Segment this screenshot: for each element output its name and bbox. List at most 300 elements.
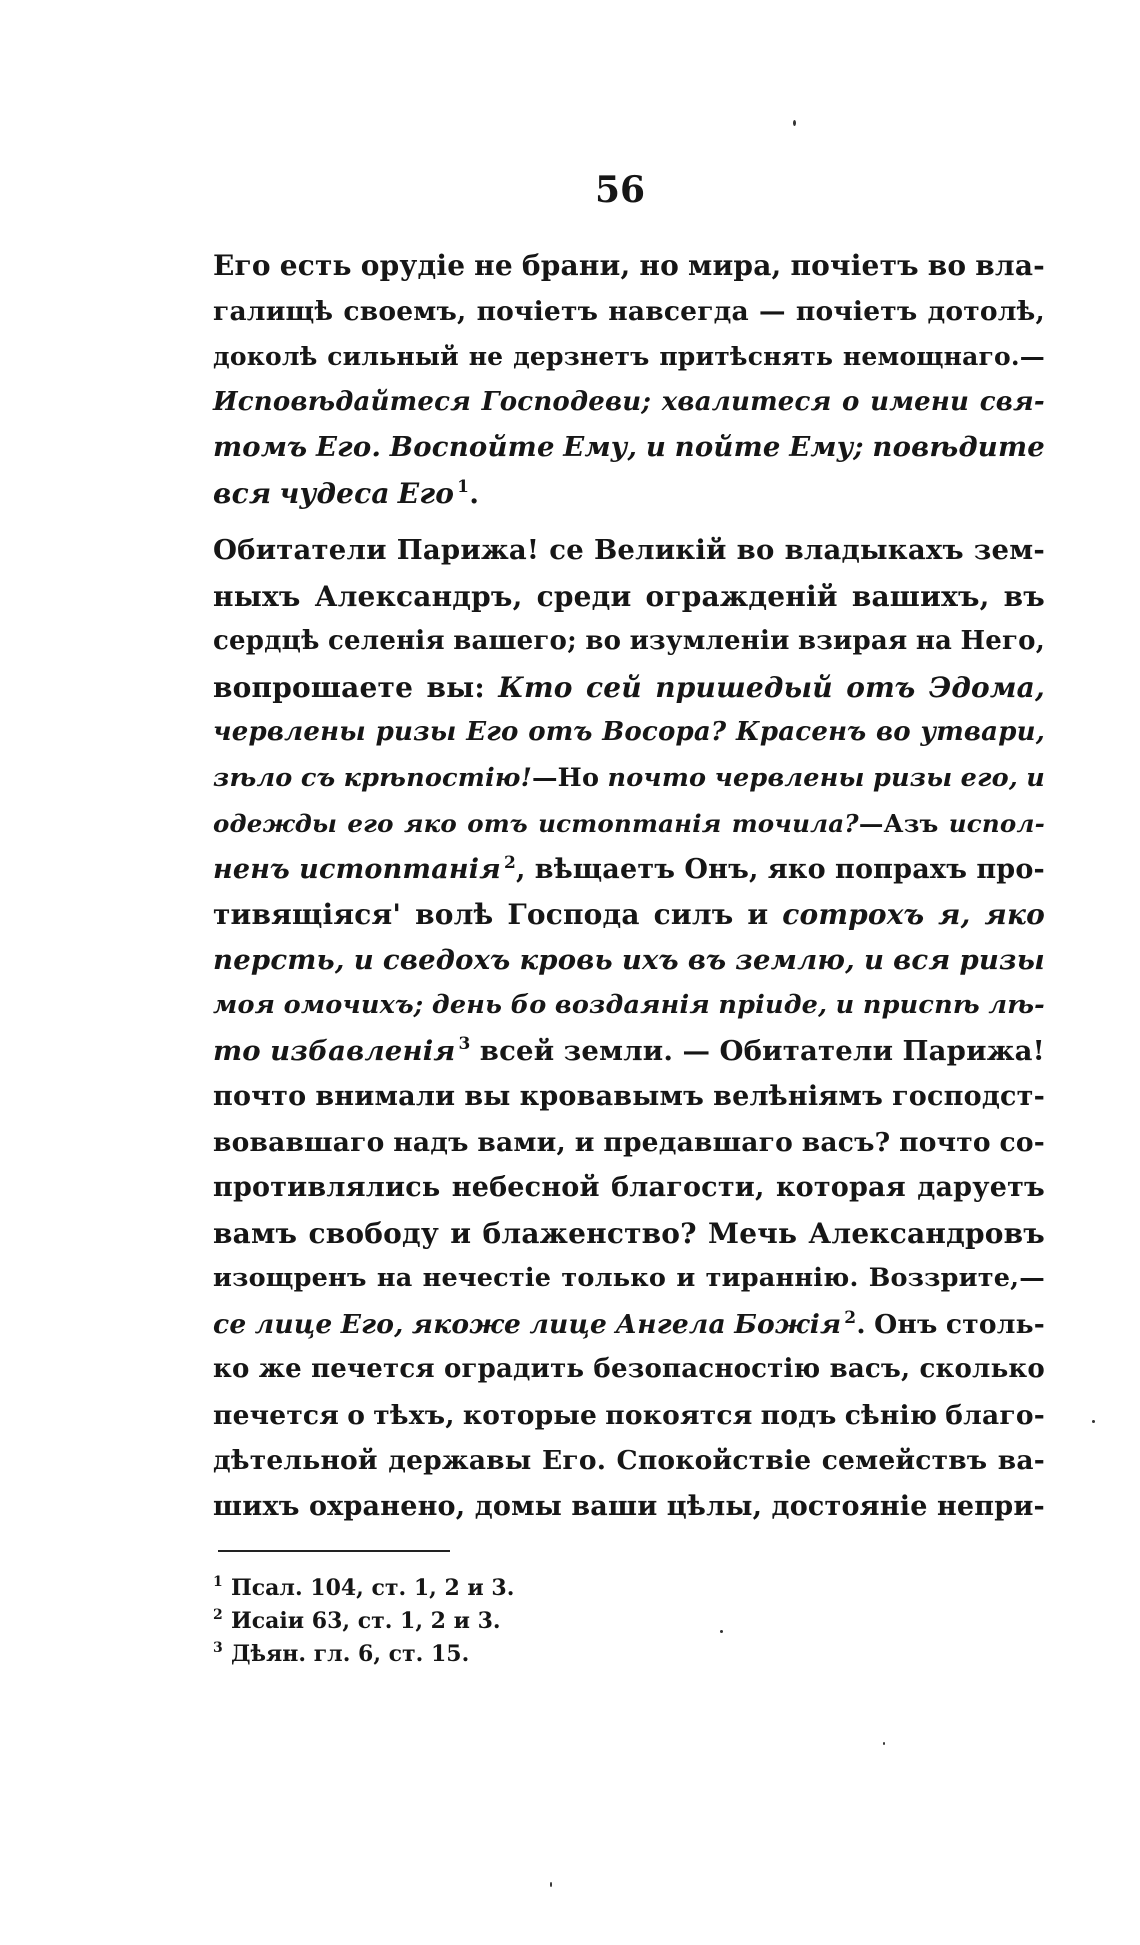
word	[347, 1393, 365, 1439]
word-text: достояніе	[771, 1490, 928, 1522]
word-text: противлялись	[213, 1172, 441, 1203]
word-text: дѣтельной	[213, 1445, 378, 1476]
word-text: ,	[515, 853, 526, 885]
word-text: вы	[464, 1081, 511, 1112]
word	[426, 665, 484, 711]
word-text: —	[682, 1034, 711, 1067]
word	[213, 983, 275, 1029]
word-text: ваши	[571, 1490, 658, 1522]
word	[735, 938, 855, 984]
word	[537, 574, 632, 620]
footnote-ref: 2	[844, 1307, 857, 1328]
text-line	[213, 574, 1045, 620]
word-text: блаженство?	[482, 1216, 697, 1250]
word-text: о	[842, 386, 860, 417]
word-text: тираннію.	[705, 1263, 859, 1293]
word-text: почто	[607, 762, 707, 793]
word	[213, 938, 345, 984]
word-text: тивящіяся	[213, 898, 393, 931]
word	[213, 1256, 367, 1302]
text-line	[213, 1074, 1045, 1120]
word-text: —	[759, 295, 786, 327]
word-text: сведохъ	[382, 943, 511, 976]
word-text: ныхъ	[213, 579, 301, 613]
word	[555, 983, 710, 1029]
word-text: лѣ-	[988, 990, 1045, 1020]
footnote	[213, 1605, 773, 1638]
word	[259, 1347, 302, 1393]
word	[603, 1120, 793, 1166]
text-line	[213, 756, 1045, 802]
footnote-mark: 1	[213, 1574, 223, 1590]
word-text: вся	[213, 476, 272, 510]
word	[796, 289, 918, 335]
word	[863, 983, 980, 1029]
word	[393, 1120, 468, 1166]
word-text: Его	[213, 249, 271, 282]
word-text: которая	[775, 1172, 906, 1203]
word-text: въ	[687, 943, 727, 976]
word-text: не	[474, 249, 513, 282]
word	[876, 710, 911, 756]
text-line	[213, 665, 1045, 711]
word	[538, 801, 721, 847]
word-text: почто	[899, 1126, 991, 1158]
word	[802, 1120, 891, 1166]
word-text: семействъ	[821, 1445, 988, 1476]
word	[213, 1347, 250, 1393]
word-text: Парижа!	[902, 1034, 1045, 1067]
word	[213, 1302, 246, 1348]
word-text: Великій	[593, 534, 727, 566]
word-text: Его	[397, 476, 455, 510]
word	[213, 528, 387, 574]
word-text: дотолѣ,	[927, 295, 1045, 327]
word	[316, 425, 381, 471]
word	[549, 528, 584, 574]
word-text: лице	[529, 1308, 608, 1340]
text-line	[213, 1029, 1045, 1075]
word	[213, 1484, 300, 1530]
word-text: свя-	[979, 386, 1045, 417]
word	[830, 1347, 911, 1393]
word	[639, 243, 679, 289]
text-line	[213, 1256, 1045, 1302]
word-text: во	[585, 626, 622, 656]
word	[949, 801, 1045, 847]
word-text: почіетъ	[795, 295, 918, 327]
word-text: только	[561, 1263, 667, 1293]
text-line	[213, 380, 1045, 426]
word-text: васъ?	[801, 1126, 891, 1158]
scan-speck	[883, 1742, 885, 1745]
word-text: томъ	[213, 431, 308, 463]
word-text: воздаянія	[554, 990, 710, 1020]
word-text: непри-	[936, 1490, 1045, 1522]
word	[961, 756, 1018, 802]
word	[988, 983, 1045, 1029]
word	[586, 665, 642, 711]
word-text: васъ,	[829, 1354, 911, 1384]
word	[564, 1029, 674, 1075]
word	[213, 574, 301, 620]
word	[976, 847, 1045, 893]
word-text: Его,	[340, 1308, 404, 1340]
word-text: мира,	[687, 249, 782, 282]
word-text: и	[835, 990, 855, 1020]
word-text: ва-	[997, 1445, 1045, 1476]
word	[974, 528, 1045, 574]
word-text: вопрошаете	[213, 670, 414, 704]
word	[676, 1256, 695, 1302]
word-text: отъ	[846, 670, 916, 704]
word	[843, 334, 1045, 380]
text-line	[213, 471, 1045, 517]
word	[213, 847, 290, 893]
word	[376, 710, 457, 756]
word-text: сколько	[919, 1354, 1045, 1384]
word-text: утвари,	[920, 717, 1045, 747]
word-text: отъ	[528, 717, 593, 747]
footnote-mark: 2	[213, 1607, 223, 1623]
word-text: вовавшаго	[213, 1126, 385, 1158]
word-text: вами,	[477, 1126, 566, 1158]
word	[361, 243, 466, 289]
word-text: и	[353, 943, 374, 976]
word-text: Красенъ	[736, 717, 867, 747]
word-text: покоятся	[605, 1399, 753, 1431]
word	[423, 1256, 552, 1302]
word	[213, 425, 307, 471]
word	[463, 1393, 597, 1439]
word-text: огражденій	[645, 579, 838, 613]
text-line	[213, 289, 1045, 335]
word	[469, 334, 504, 380]
word	[945, 1393, 1045, 1439]
text-line	[213, 938, 1045, 984]
word-text: повѣдите	[872, 431, 1045, 463]
scan-speck	[793, 120, 796, 126]
footnote	[213, 1638, 773, 1671]
word-text: есть	[279, 249, 352, 282]
word	[607, 756, 706, 802]
word-text: съ	[300, 762, 336, 793]
word-text: пріиде,	[718, 990, 828, 1020]
word	[213, 665, 413, 711]
footnotes	[213, 1572, 773, 1671]
footnote-rule	[218, 1550, 450, 1552]
word	[928, 289, 1045, 335]
text-line	[213, 801, 1045, 847]
word	[477, 1120, 565, 1166]
word	[513, 334, 649, 380]
word-text: почіетъ	[790, 249, 919, 282]
footnote-text: Исаіи 63, ст. 1, 2 и 3.	[231, 1608, 501, 1634]
footnote-ref: 1	[457, 477, 470, 498]
word	[347, 801, 393, 847]
word	[842, 380, 860, 426]
word	[412, 1302, 521, 1348]
word-text: изумленіи	[629, 626, 790, 656]
word-text: печется	[213, 1399, 340, 1431]
word-text: цѣлы,	[666, 1490, 763, 1522]
word	[961, 619, 1045, 665]
word	[737, 528, 775, 574]
word-text: землю,	[735, 943, 855, 976]
word-text: ризы	[959, 943, 1045, 976]
word	[213, 1029, 261, 1075]
word	[776, 1165, 906, 1211]
word	[213, 1074, 306, 1120]
word	[213, 380, 471, 426]
word-text: кровавымъ	[519, 1081, 705, 1112]
word-text: на	[915, 626, 953, 656]
text-line	[213, 1211, 1045, 1257]
word-text: Него,	[960, 626, 1045, 656]
word-text: приспѣ	[862, 990, 980, 1020]
scan-speck	[720, 1630, 723, 1633]
word-text: волѣ	[415, 898, 494, 931]
text-line	[213, 892, 1045, 938]
word	[398, 471, 479, 517]
word-text: Онъ	[874, 1308, 938, 1340]
word-text: точила?	[731, 809, 859, 838]
word	[255, 1302, 333, 1348]
word	[519, 938, 612, 984]
word	[213, 756, 293, 802]
word	[571, 1484, 657, 1530]
word-text: Божія	[734, 1308, 842, 1340]
word	[213, 1165, 440, 1211]
word-text: моя	[213, 990, 276, 1020]
text-line	[213, 528, 1045, 574]
word-text: то	[213, 1034, 261, 1067]
word	[453, 619, 577, 665]
word-text: земли.	[563, 1034, 674, 1067]
word	[270, 1029, 470, 1075]
scan-speck	[550, 1882, 552, 1887]
word	[688, 938, 726, 984]
word-text: и	[450, 1216, 472, 1250]
word	[706, 1256, 859, 1302]
word-text: галищѣ	[213, 295, 334, 327]
page-number: 56	[594, 169, 646, 211]
text-line	[213, 243, 1045, 289]
word	[404, 801, 457, 847]
word	[507, 892, 639, 938]
word-text: Исповѣдайтеся	[213, 386, 472, 417]
word-text: яко	[403, 809, 457, 838]
word-text: изощренъ	[213, 1263, 367, 1293]
word	[327, 334, 459, 380]
text-line	[213, 1120, 1045, 1166]
word-text: во	[736, 534, 775, 566]
word	[213, 710, 366, 756]
word-text: своемъ,	[343, 295, 467, 327]
word-text: брани,	[521, 249, 631, 282]
word	[475, 1484, 562, 1530]
word-text: '	[392, 898, 402, 931]
word	[684, 847, 758, 893]
word	[480, 1029, 555, 1075]
text-line	[213, 1393, 1045, 1439]
word	[615, 1302, 725, 1348]
word	[464, 1074, 510, 1120]
word	[309, 1484, 465, 1530]
footnote-ref: 2	[503, 852, 516, 873]
scan-speck	[1092, 1420, 1095, 1423]
word	[654, 892, 734, 938]
text-line	[213, 1302, 1045, 1348]
word	[498, 665, 572, 711]
word	[213, 1211, 297, 1257]
word-text: Господа	[507, 898, 640, 931]
word-text: ризы	[872, 762, 953, 793]
word-text: яко	[767, 853, 826, 885]
word	[213, 1438, 378, 1484]
word-text: Онъ,	[684, 853, 759, 885]
word-text: .	[856, 1308, 866, 1340]
word-text: оградить	[443, 1354, 585, 1384]
word-text: червлены	[714, 762, 865, 793]
word-text: крѣпостію!	[343, 762, 532, 793]
text-line	[213, 1438, 1045, 1484]
word	[892, 1074, 1045, 1120]
word-text: имени	[870, 386, 970, 417]
word-text: шихъ	[213, 1490, 300, 1522]
word-text: попрахъ	[835, 853, 968, 885]
word-text: силъ	[653, 898, 734, 931]
word-text: безопасностію	[593, 1354, 821, 1384]
word-text: сѣнію	[844, 1399, 938, 1431]
word	[845, 1393, 937, 1439]
word	[785, 528, 964, 574]
word-text: истоптанія	[538, 809, 722, 838]
word-text: Мечь	[708, 1216, 798, 1250]
text-line	[213, 710, 1045, 756]
word	[1026, 756, 1045, 802]
word	[1004, 574, 1045, 620]
word	[659, 334, 833, 380]
word-text: и	[863, 943, 885, 976]
word	[308, 1211, 439, 1257]
word-text: господст-	[892, 1081, 1045, 1112]
word	[542, 1438, 606, 1484]
word-text: про-	[976, 853, 1045, 885]
word	[790, 243, 918, 289]
word	[929, 665, 1045, 711]
word	[213, 243, 271, 289]
word-text: подъ	[760, 1399, 837, 1431]
word-text: се	[549, 534, 584, 566]
word	[535, 847, 675, 893]
word	[869, 1256, 1045, 1302]
word	[916, 619, 952, 665]
word	[622, 938, 679, 984]
word-text: и	[645, 431, 667, 463]
word-text: вѣщаетъ	[534, 853, 676, 885]
word	[575, 1120, 595, 1166]
word-text: избавленія	[270, 1034, 456, 1067]
word	[761, 1393, 837, 1439]
word-text: во	[875, 717, 911, 747]
word	[732, 801, 939, 847]
word-text: во	[927, 249, 967, 282]
word-text: предавшаго	[603, 1126, 793, 1158]
word-text: пойте	[674, 431, 781, 463]
word-text: вся	[893, 943, 951, 976]
word-text: зем-	[973, 534, 1045, 566]
text-line	[213, 619, 1045, 665]
word	[213, 892, 401, 938]
word-text: я,	[938, 898, 971, 931]
word-text: лице	[254, 1308, 333, 1340]
word	[344, 756, 600, 802]
word-text: не	[468, 342, 504, 371]
word	[736, 710, 866, 756]
word	[377, 1256, 413, 1302]
word-text: сотрохъ	[782, 898, 925, 931]
word-text: вамъ	[213, 1216, 298, 1250]
word-text: доколѣ	[213, 342, 318, 371]
word	[920, 710, 1045, 756]
word-text: всей	[479, 1034, 555, 1067]
word-text: державы	[388, 1445, 532, 1476]
word-text: Его.	[316, 431, 382, 463]
word-text: Парижа!	[396, 534, 540, 566]
word	[299, 847, 525, 893]
word	[213, 334, 317, 380]
word-text: взирая	[798, 626, 908, 656]
text-line	[213, 334, 1045, 380]
word	[938, 892, 970, 938]
word	[279, 471, 389, 517]
word-text: —Но	[531, 762, 600, 793]
word-text: сердцѣ	[213, 626, 320, 656]
word	[388, 1438, 531, 1484]
word-text: тѣхъ,	[373, 1399, 455, 1431]
word-text: червлены	[213, 717, 366, 747]
word	[373, 1393, 454, 1439]
word-text: но	[639, 249, 679, 282]
word	[284, 983, 424, 1029]
word	[432, 983, 502, 1029]
word	[789, 425, 864, 471]
paragraph-gap	[213, 516, 1045, 528]
word	[354, 938, 374, 984]
word-text: Восора?	[602, 717, 727, 747]
word-text: благо-	[945, 1399, 1045, 1431]
word-text: печется	[311, 1354, 435, 1384]
word-text: свободу	[308, 1216, 439, 1250]
body-text	[213, 243, 1045, 1529]
word	[688, 243, 782, 289]
word-text: и	[1026, 762, 1045, 793]
word	[605, 1393, 752, 1439]
word	[585, 619, 621, 665]
word-text: Ему,	[563, 431, 638, 463]
word-text: о	[347, 1399, 366, 1431]
word-text: его,	[960, 762, 1018, 793]
word-text: отъ	[467, 809, 528, 838]
word	[213, 1393, 339, 1439]
word	[315, 574, 523, 620]
word-text: и	[574, 1126, 595, 1158]
word-text: бо	[510, 990, 547, 1020]
word-text: почто	[213, 1081, 307, 1112]
word	[630, 619, 790, 665]
word-text: чудеса	[279, 476, 390, 510]
